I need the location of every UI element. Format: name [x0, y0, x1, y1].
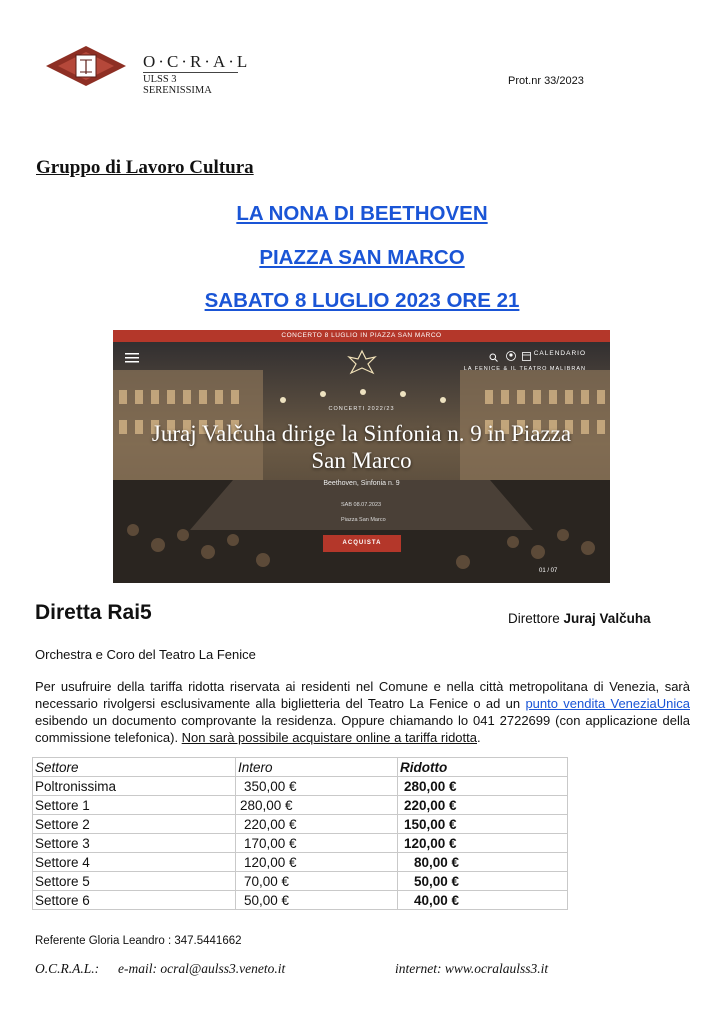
reduced-price: 40,00 €: [398, 891, 568, 910]
paragraph-text: Per usufruire della tariffa ridotta riservata ai residenti nel Comune e nella città metropolitana di Venezia, sarà necessario rivolgersi esclusivamente alla biglietteria del Teatro La Fenice o ad un: [35, 679, 690, 711]
hero-headline: Juraj Valčuha dirige la Sinfonia n. 9 in Piazza San Marco: [151, 421, 572, 473]
conductor-name: Juraj Valčuha: [563, 611, 651, 626]
fenice-emblem-icon[interactable]: [346, 348, 378, 380]
table-header-row: [33, 758, 568, 777]
table-row: [33, 777, 568, 796]
sector-name: Settore 3: [33, 834, 236, 853]
hero-subtitle: Beethoven, Sinfonia n. 9: [323, 480, 400, 487]
calendar-link[interactable]: CALENDARIO: [533, 350, 586, 357]
orchestra-line: Orchestra e Coro del Teatro La Fenice: [35, 647, 256, 662]
concert-photo: [113, 330, 610, 583]
contact-person: Referente Gloria Leandro : 347.5441662: [35, 935, 242, 947]
full-price: 70,00 €: [236, 872, 398, 891]
sector-name: Poltronissima: [33, 777, 236, 796]
calendar-icon[interactable]: [522, 348, 531, 366]
table-row: [33, 853, 568, 872]
footer-email[interactable]: e-mail: ocral@aulss3.veneto.it: [118, 961, 286, 976]
reduced-price: 150,00 €: [398, 815, 568, 834]
hero-top-bar[interactable]: CONCERTO 8 LUGLIO IN PIAZZA SAN MARCO: [113, 330, 610, 342]
header-reduced-price: Ridotto: [398, 758, 568, 777]
price-table: [32, 757, 568, 910]
logo-name: O·C·R·A·L: [143, 52, 251, 71]
sales-point-link[interactable]: punto vendita VeneziaUnica: [525, 696, 690, 711]
ocral-logo-icon: [40, 44, 132, 88]
reduced-price: 280,00 €: [398, 777, 568, 796]
full-price: 220,00 €: [236, 815, 398, 834]
table-row: [33, 834, 568, 853]
reduced-price: 220,00 €: [398, 796, 568, 815]
user-icon[interactable]: [506, 348, 516, 366]
conductor-line: [508, 611, 651, 626]
reduced-price: 50,00 €: [398, 872, 568, 891]
search-icon[interactable]: [489, 349, 498, 367]
sector-name: Settore 2: [33, 815, 236, 834]
hero-date: SAB 08.07.2023: [341, 502, 382, 508]
full-price: 280,00 €: [236, 796, 398, 815]
full-price: 350,00 €: [236, 777, 398, 796]
broadcast-heading: Diretta Rai5: [35, 601, 152, 624]
footer-org: O.C.R.A.L.:: [35, 961, 100, 976]
table-row: [33, 815, 568, 834]
menu-icon[interactable]: [125, 352, 139, 364]
reduced-price: 120,00 €: [398, 834, 568, 853]
footer-website[interactable]: internet: www.ocralaulss3.it: [395, 961, 549, 976]
event-title: LA NONA DI BEETHOVEN: [236, 202, 488, 225]
table-row: [33, 872, 568, 891]
online-warning: Non sarà possibile acquistare online a tariffa ridotta: [181, 730, 477, 745]
full-price: 120,00 €: [236, 853, 398, 872]
conductor-label: Direttore: [508, 611, 560, 626]
full-price: 170,00 €: [236, 834, 398, 853]
buy-button[interactable]: ACQUISTA: [323, 535, 401, 552]
table-row: [33, 796, 568, 815]
protocol-number: Prot.nr 33/2023: [508, 75, 584, 87]
full-price: 50,00 €: [236, 891, 398, 910]
event-date: SABATO 8 LUGLIO 2023 ORE 21: [204, 289, 520, 312]
reduced-fare-paragraph: [35, 678, 690, 746]
hero-kicker: CONCERTI 2022/23: [328, 406, 395, 412]
hero-place: Piazza San Marco: [341, 517, 386, 523]
paragraph-end: .: [477, 730, 481, 745]
slide-pager[interactable]: 01 / 07: [539, 568, 558, 574]
venue-link[interactable]: LA FENICE & IL TEATRO MALIBRAN: [463, 366, 586, 372]
header-sector: Settore: [33, 758, 236, 777]
sector-name: Settore 1: [33, 796, 236, 815]
header-full-price: Intero: [236, 758, 398, 777]
logo-subtitle: ULSS 3 SERENISSIMA: [143, 72, 238, 96]
sector-name: Settore 5: [33, 872, 236, 891]
sector-name: Settore 6: [33, 891, 236, 910]
group-heading: Gruppo di Lavoro Cultura: [36, 157, 254, 178]
paragraph-text-2: esibendo un documento comprovante la residenza. Oppure chiamando lo 041 2722699 (con applicazione della commissione telefonica).: [35, 713, 690, 745]
reduced-price: 80,00 €: [398, 853, 568, 872]
table-row: [33, 891, 568, 910]
event-location: PIAZZA SAN MARCO: [259, 246, 465, 269]
sector-name: Settore 4: [33, 853, 236, 872]
